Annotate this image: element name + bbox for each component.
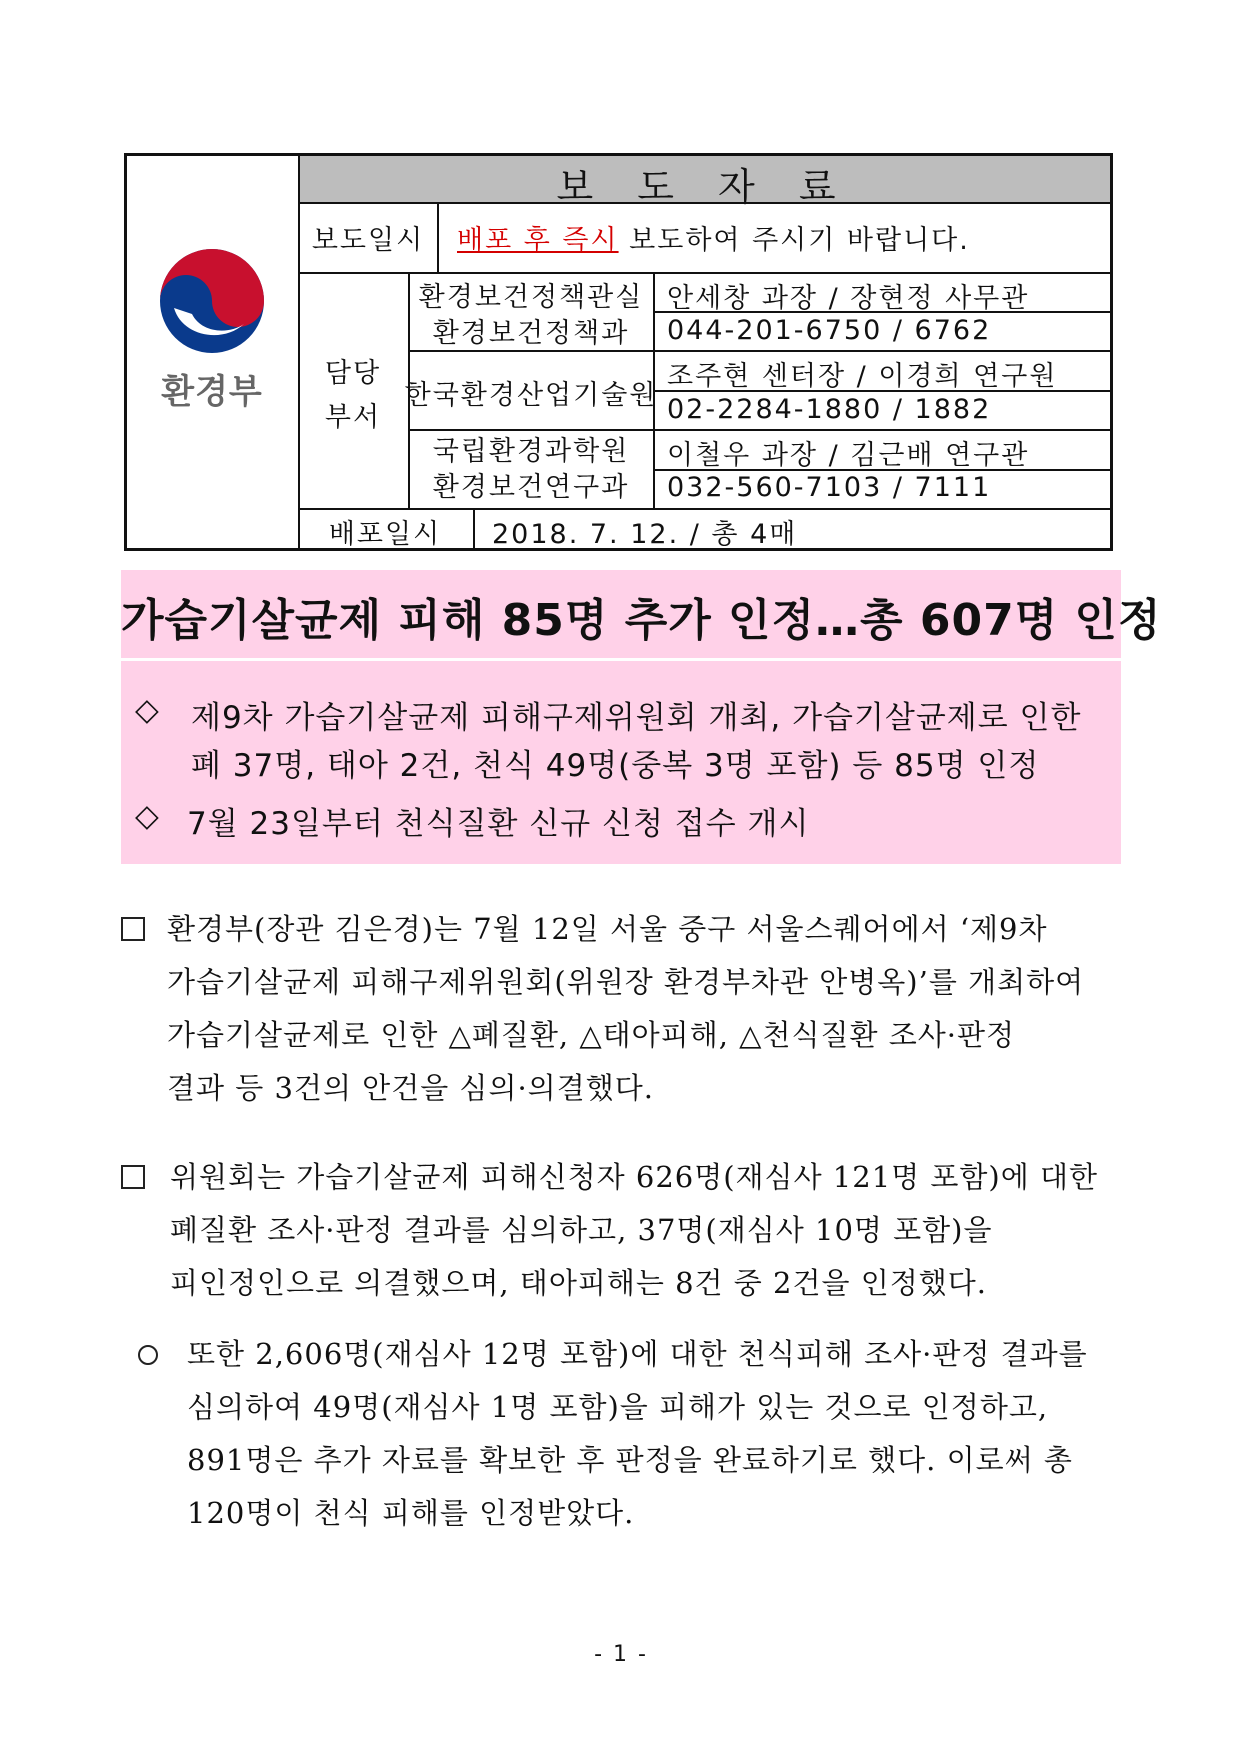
paragraph-1-line-3: 가습기살균제로 인한 △폐질환, △태아피해, △천식질환 조사·판정 bbox=[167, 1018, 1015, 1052]
summary-bullet-1-symbol: ◇ bbox=[135, 692, 160, 728]
release-label: 보도일시 bbox=[311, 225, 425, 256]
doc-type-title: 보 도 자 료 bbox=[556, 165, 852, 209]
paragraph-3-line-1: 또한 2,606명(재심사 12명 포함)에 대한 천식피해 조사·판정 결과를 bbox=[187, 1337, 1088, 1371]
checkbox-square-icon bbox=[121, 917, 145, 941]
page-number: - 1 - bbox=[594, 1642, 648, 1667]
dept-name-3: 국립환경과학원 환경보건연구과 bbox=[432, 436, 630, 503]
dept-phone-1: 044-201-6750 / 6762 bbox=[667, 315, 992, 346]
summary-bullet-2-symbol: ◇ bbox=[135, 798, 160, 834]
paragraph-1-line-4: 결과 등 3건의 안건을 심의·의결했다. bbox=[167, 1071, 654, 1105]
distribution-label: 배포일시 bbox=[328, 519, 442, 550]
dept-contact-3: 이철우 과장 / 김근배 연구관 bbox=[667, 440, 1030, 471]
release-time bbox=[457, 218, 970, 257]
release-highlight: 배포 후 즉시 bbox=[457, 225, 619, 256]
paragraph-1-line-2: 가습기살균제 피해구제위원회(위원장 환경부차관 안병옥)’를 개최하여 bbox=[167, 965, 1085, 999]
paragraph-1-line-1: 환경부(장관 김은경)는 7월 12일 서울 중구 서울스퀘어에서 ‘제9차 bbox=[167, 912, 1048, 946]
paragraph-3-line-3: 891명은 추가 자료를 확보한 후 판정을 완료하기로 했다. 이로써 총 bbox=[187, 1443, 1073, 1477]
paragraph-3-line-2: 심의하여 49명(재심사 1명 포함)을 피해가 있는 것으로 인정하고, bbox=[187, 1390, 1049, 1424]
checkbox-square-icon bbox=[121, 1165, 145, 1189]
dept-contact-2: 조주현 센터장 / 이경희 연구원 bbox=[667, 361, 1058, 392]
headline-title: 가습기살균제 피해 85명 추가 인정…총 607명 인정 bbox=[121, 595, 1162, 646]
headline-box bbox=[121, 570, 1162, 864]
logo-text: 환경부 bbox=[161, 372, 263, 412]
dept-contact-1: 안세창 과장 / 장현정 사무관 bbox=[667, 283, 1030, 314]
dept-name-1: 환경보건정책관실 환경보건정책과 bbox=[418, 282, 644, 349]
dept-phone-3: 032-560-7103 / 7111 bbox=[667, 472, 992, 503]
press-release-header-table bbox=[124, 153, 1113, 551]
summary-bullet-1-line-2: 폐 37명, 태아 2건, 천식 49명(중복 3명 포함) 등 85명 인정 bbox=[191, 748, 1040, 784]
circle-bullet-icon bbox=[138, 1345, 158, 1365]
paragraph-2-line-3: 피인정인으로 의결했으며, 태아피해는 8건 중 2건을 인정했다. bbox=[170, 1266, 987, 1300]
ministry-logo bbox=[147, 246, 277, 416]
paragraph-3-line-4: 120명이 천식 피해를 인정받았다. bbox=[187, 1496, 635, 1530]
paragraph-2-line-2: 폐질환 조사·판정 결과를 심의하고, 37명(재심사 10명 포함)을 bbox=[170, 1213, 993, 1247]
paragraph-2-line-1: 위원회는 가습기살균제 피해신청자 626명(재심사 121명 포함)에 대한 bbox=[170, 1160, 1098, 1194]
release-rest: 보도하여 주시기 바랍니다. bbox=[629, 225, 970, 256]
taegeuk-emblem-icon bbox=[152, 246, 272, 356]
distribution-value: 2018. 7. 12. / 총 4매 bbox=[492, 519, 798, 550]
dept-name-2: 한국환경산업기술원 bbox=[404, 380, 658, 411]
summary-bullet-1-line-1: 제9차 가습기살균제 피해구제위원회 개최, 가습기살균제로 인한 bbox=[191, 700, 1082, 736]
dept-label: 담당 부서 bbox=[324, 358, 382, 433]
summary-bullet-2: 7월 23일부터 천식질환 신규 신청 접수 개시 bbox=[187, 806, 810, 842]
dept-phone-2: 02-2284-1880 / 1882 bbox=[667, 394, 992, 425]
